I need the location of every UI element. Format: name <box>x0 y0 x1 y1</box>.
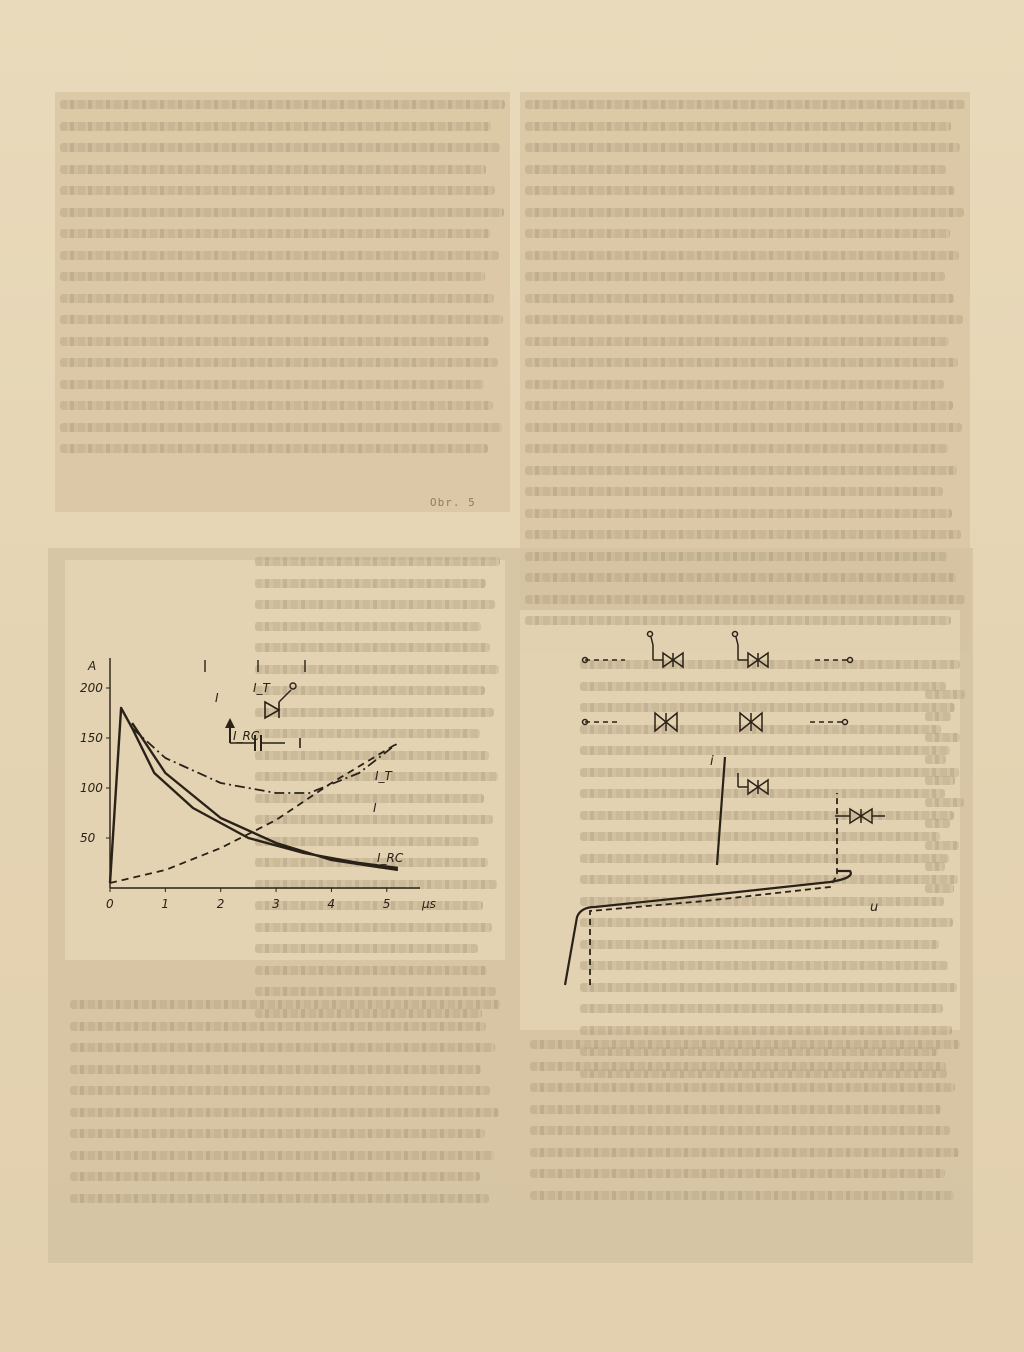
thyristor-symbol-2 <box>733 632 769 668</box>
text-line <box>525 595 965 604</box>
text-line <box>70 1129 485 1138</box>
x-tick-label: 5 <box>382 897 391 911</box>
text-line <box>60 294 494 303</box>
text-line <box>530 1191 954 1200</box>
text-line <box>60 100 505 109</box>
text-line <box>925 712 951 721</box>
text-line <box>525 251 959 260</box>
text-line <box>530 1062 946 1071</box>
text-line <box>60 186 495 195</box>
text-line <box>530 1169 945 1178</box>
text-line <box>70 1172 480 1181</box>
text-line <box>925 841 959 850</box>
text-line <box>60 337 489 346</box>
y-tick-label: 150 <box>80 731 103 745</box>
x-axis-label: μs <box>422 897 436 911</box>
terminal-4 <box>843 720 848 725</box>
text-line <box>925 755 946 764</box>
text-line <box>525 444 948 453</box>
y-tick-label: 100 <box>80 781 103 795</box>
text-line <box>70 1108 499 1117</box>
text-line <box>525 208 964 217</box>
text-line <box>925 798 964 807</box>
text-line <box>255 579 486 588</box>
text-line <box>60 208 504 217</box>
text-line <box>525 143 960 152</box>
thyristor-symbol-1 <box>648 632 684 668</box>
text-line <box>530 1083 955 1092</box>
text-line <box>525 530 961 539</box>
curve-label: I_RC <box>377 851 404 865</box>
text-line <box>60 251 499 260</box>
text-line <box>60 272 485 281</box>
text-line <box>525 509 952 518</box>
curve-label: I_T <box>253 681 270 695</box>
thyristor-diagram <box>545 625 885 1015</box>
text-line <box>530 1040 960 1049</box>
triac-symbol-3 <box>835 809 885 823</box>
text-line <box>255 557 500 566</box>
label-i: i <box>710 754 714 769</box>
text-line <box>525 165 946 174</box>
text-line <box>525 573 956 582</box>
text-line <box>525 423 962 432</box>
text-line <box>70 1194 489 1203</box>
text-line <box>60 165 486 174</box>
text-line <box>525 487 943 496</box>
text-line <box>925 690 965 699</box>
text-line <box>925 733 960 742</box>
text-line <box>530 1105 941 1114</box>
y-tick-label: 200 <box>80 681 103 695</box>
iv-curve-dashed <box>590 793 837 985</box>
terminal-2 <box>848 658 853 663</box>
y-tick-label: 50 <box>80 831 96 845</box>
text-line <box>525 294 954 303</box>
text-line <box>925 819 950 828</box>
text-line <box>60 401 493 410</box>
text-line <box>525 616 951 625</box>
text-line <box>525 315 963 324</box>
curve-label: I_RC <box>233 729 260 743</box>
text-line <box>255 600 495 609</box>
inset-circuit <box>205 660 305 751</box>
x-tick-label: 4 <box>327 897 336 911</box>
text-line <box>60 315 503 324</box>
text-line <box>925 776 955 785</box>
x-tick-label: 0 <box>106 897 114 911</box>
curve-label: I <box>373 801 377 815</box>
iv-curve-solid <box>565 757 851 985</box>
text-line <box>525 337 949 346</box>
label-u: u <box>870 900 879 915</box>
series-line-1 <box>132 728 398 793</box>
triac-symbol-2 <box>740 713 762 731</box>
text-line <box>530 1148 959 1157</box>
text-line <box>255 622 481 631</box>
text-line <box>60 122 491 131</box>
text-line <box>70 1065 481 1074</box>
text-line <box>925 884 954 893</box>
text-line <box>530 1126 950 1135</box>
text-line <box>525 100 965 109</box>
x-tick-label: 2 <box>216 897 225 911</box>
text-line <box>60 143 500 152</box>
text-line <box>525 358 958 367</box>
text-line <box>70 1043 495 1052</box>
triac-symbol-1 <box>655 713 677 731</box>
curve-label: I_T <box>375 769 392 783</box>
text-line <box>60 358 498 367</box>
series-line-3 <box>132 723 398 870</box>
text-line <box>525 552 947 561</box>
text-line <box>525 122 951 131</box>
text-line <box>525 380 944 389</box>
text-line <box>60 229 490 238</box>
text-line <box>525 229 950 238</box>
text-line <box>525 186 955 195</box>
thyristor-symbol-3 <box>738 773 768 794</box>
caption-left: Obr. 5 <box>430 496 476 509</box>
text-line <box>525 466 957 475</box>
current-chart <box>65 640 485 1020</box>
text-line <box>580 1026 952 1035</box>
text-line <box>525 401 953 410</box>
x-tick-label: 1 <box>161 897 169 911</box>
text-line <box>925 862 945 871</box>
text-line <box>70 1086 490 1095</box>
curve-label: I <box>215 691 219 705</box>
text-line <box>60 380 484 389</box>
x-tick-label: 3 <box>272 897 280 911</box>
text-line <box>70 1151 494 1160</box>
text-line <box>60 444 488 453</box>
y-axis-label: A <box>88 659 97 673</box>
text-line <box>60 423 502 432</box>
text-line <box>525 272 945 281</box>
text-line <box>70 1022 486 1031</box>
